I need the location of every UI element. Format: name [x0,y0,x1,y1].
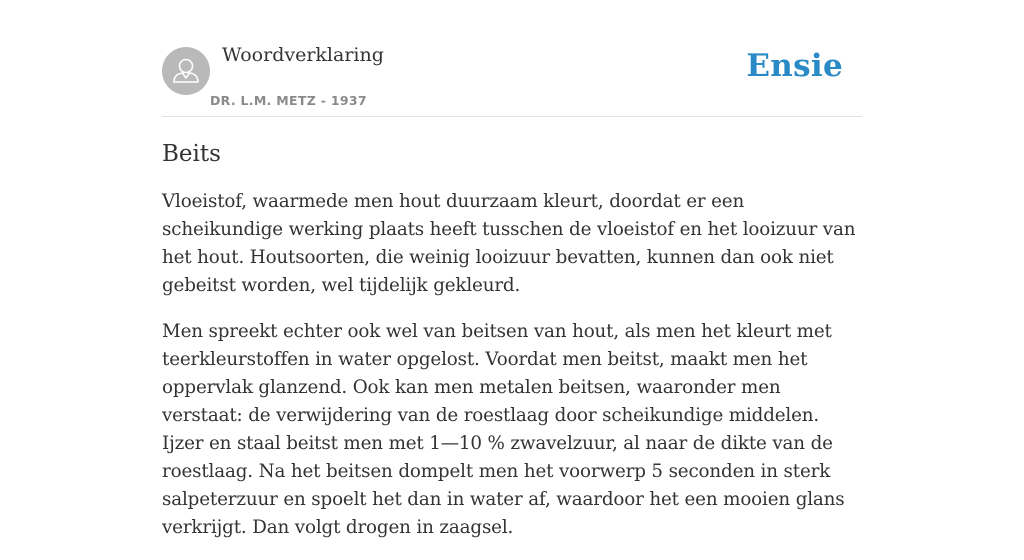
article [162,138,862,560]
entry-header [162,0,862,117]
ensie-logo[interactable]: Ensie [746,48,843,84]
source-author: DR. L.M. METZ [210,93,317,108]
user-icon-graphic [162,47,210,95]
source-separator: - [316,93,331,108]
user-icon[interactable] [162,47,210,95]
article-paragraph: Men spreekt echter ook wel van beitsen van hout, als men het kleurt met teerkleurstoffen in water opgelost. Voordat men beitst, maakt men het oppervlak glanzend. Ook kan men metalen beitsen, waaronder men verstaat: de verwijdering van de roestlaag door scheikundige middelen. Ijzer en staal beitst men met 1—10 % zwavelzuur, al naar de dikte van de roestlaag. Na het beitsen dompelt men het voorwerp 5 seconden in sterk salpeterzuur en spoelt het dan in water af, waardoor het een mooien glans verkrijgt. Dan volgt drogen in zaagsel. [162,321,845,538]
source-attribution[interactable] [210,93,367,108]
source-year: 1937 [330,93,367,108]
article-title: Beits [162,141,221,167]
entry-type-label[interactable]: Woordverklaring [222,44,384,66]
article-paragraph: Vloeistof, waarmede men hout duurzaam kleurt, doordat er een scheikundige werking plaats heeft tusschen de vloeistof en het looizuur van het hout. Houtsoorten, die weinig looizuur bevatten, kunnen dan ook niet gebeitst worden, wel tijdelijk gekleurd. [162,191,856,296]
